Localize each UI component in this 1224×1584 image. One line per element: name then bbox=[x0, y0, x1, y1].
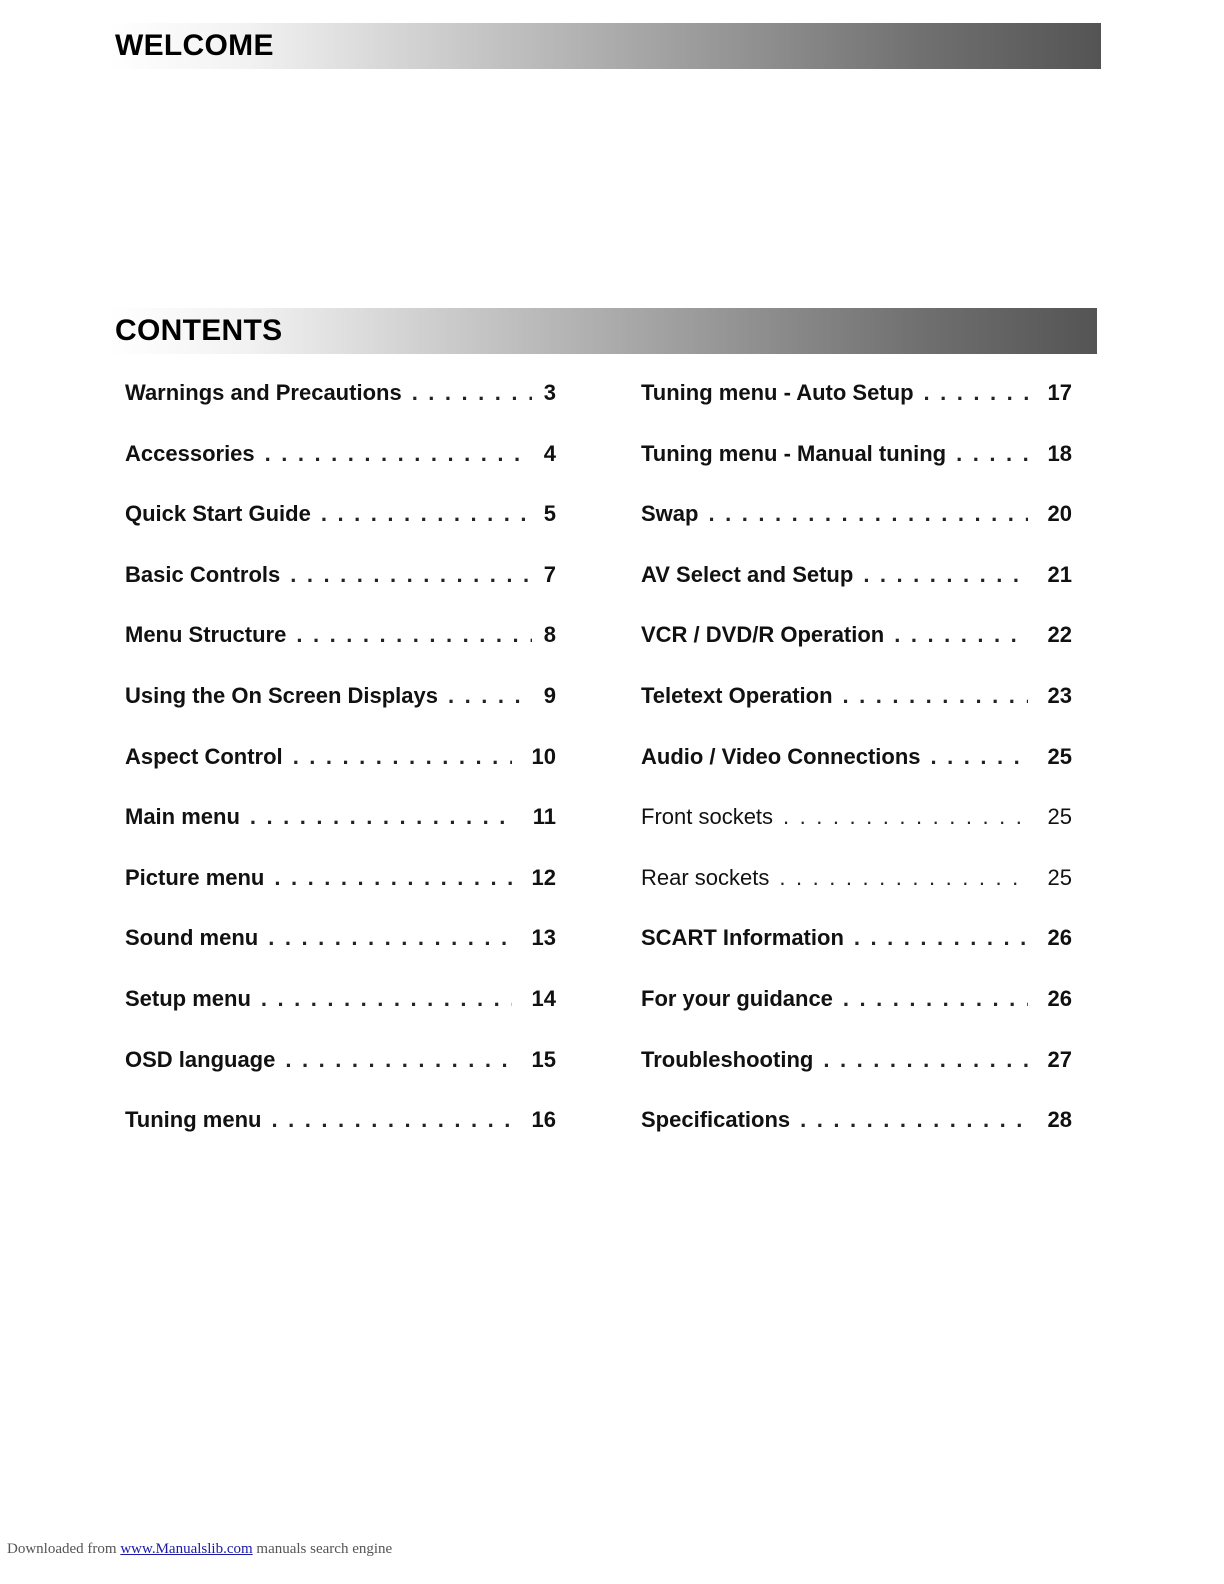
dot-leader bbox=[843, 683, 1028, 709]
toc-entry-page: 26 bbox=[1047, 985, 1072, 1011]
toc-entry[interactable] bbox=[125, 562, 556, 623]
toc-entry-title: Quick Start Guide bbox=[125, 501, 311, 527]
toc-entry[interactable] bbox=[125, 1107, 556, 1168]
download-footer bbox=[7, 1541, 392, 1558]
toc-entry-page: 3 bbox=[543, 380, 556, 405]
dot-leader bbox=[448, 683, 532, 709]
toc-entry-title: Front sockets bbox=[641, 804, 774, 830]
toc-entry[interactable] bbox=[125, 1047, 556, 1108]
toc-entry-page: 22 bbox=[1047, 622, 1072, 648]
toc-entry-page: 23 bbox=[1047, 682, 1072, 708]
toc-entry[interactable] bbox=[641, 501, 1072, 562]
toc-entry-title: Using the On Screen Displays bbox=[125, 682, 438, 708]
toc-entry-title: Aspect Control bbox=[125, 743, 283, 769]
dot-leader bbox=[412, 380, 532, 406]
dot-leader bbox=[271, 1107, 512, 1133]
toc-entry[interactable] bbox=[641, 683, 1072, 744]
toc-entry-title: OSD language bbox=[125, 1046, 276, 1072]
dot-leader bbox=[779, 865, 1028, 891]
welcome-title: WELCOME bbox=[115, 29, 274, 62]
toc-entry-title: AV Select and Setup bbox=[641, 561, 854, 587]
toc-entry-title: Picture menu bbox=[125, 864, 265, 890]
dot-leader bbox=[293, 744, 512, 770]
toc-entry-title: Menu Structure bbox=[125, 622, 287, 648]
toc-entry[interactable] bbox=[125, 804, 556, 865]
toc-entry-title: Rear sockets bbox=[641, 864, 770, 890]
toc-entry[interactable] bbox=[125, 622, 556, 683]
welcome-header bbox=[108, 23, 1101, 69]
toc-entry[interactable] bbox=[125, 441, 556, 502]
toc-entry-title: Specifications bbox=[641, 1107, 791, 1133]
toc-entry-page: 4 bbox=[543, 440, 556, 466]
contents-title: CONTENTS bbox=[115, 314, 283, 347]
toc-entry-page: 20 bbox=[1047, 501, 1072, 527]
toc-entry-title: Swap bbox=[641, 501, 699, 527]
toc-entry[interactable] bbox=[125, 865, 556, 926]
toc-entry-title: Audio / Video Connections bbox=[641, 743, 921, 769]
toc-entry[interactable] bbox=[125, 925, 556, 986]
dot-leader bbox=[863, 562, 1028, 588]
toc-entry-page: 11 bbox=[532, 804, 556, 830]
dot-leader bbox=[931, 744, 1029, 770]
toc-entry[interactable] bbox=[641, 380, 1072, 441]
toc-left-column bbox=[125, 380, 556, 1168]
toc-entry-page: 17 bbox=[1047, 380, 1072, 405]
toc-entry[interactable] bbox=[125, 683, 556, 744]
toc-entry-title: For your guidance bbox=[641, 985, 833, 1011]
toc-entry-title: Troubleshooting bbox=[641, 1046, 814, 1072]
toc-entry-title: Tuning menu - Auto Setup bbox=[641, 380, 914, 405]
toc-entry-page: 27 bbox=[1047, 1046, 1072, 1072]
toc-entry-page: 5 bbox=[543, 501, 556, 527]
toc-entry-title: Setup menu bbox=[125, 985, 251, 1011]
dot-leader bbox=[285, 1047, 512, 1073]
toc-entry-title: Tuning menu bbox=[125, 1107, 262, 1133]
toc-entry[interactable] bbox=[641, 744, 1072, 805]
toc-entry[interactable] bbox=[641, 925, 1072, 986]
dot-leader bbox=[296, 622, 532, 648]
contents-header bbox=[108, 308, 1097, 354]
toc-entry[interactable] bbox=[641, 1107, 1072, 1168]
toc-right-column bbox=[641, 380, 1072, 1168]
toc-entry-page: 14 bbox=[531, 985, 556, 1011]
dot-leader bbox=[250, 804, 512, 830]
toc-entry-page: 25 bbox=[1047, 864, 1072, 890]
toc-entry-title: SCART Information bbox=[641, 925, 844, 951]
toc-entry-page: 25 bbox=[1047, 804, 1072, 830]
toc-entry-title: Teletext Operation bbox=[641, 682, 833, 708]
toc-entry-title: Sound menu bbox=[125, 925, 259, 951]
toc-entry-page: 26 bbox=[1047, 925, 1072, 951]
toc-entry-title: Main menu bbox=[125, 804, 240, 830]
toc-entry[interactable] bbox=[641, 1047, 1072, 1108]
toc-entry[interactable] bbox=[125, 986, 556, 1047]
dot-leader bbox=[894, 622, 1028, 648]
dot-leader bbox=[261, 986, 512, 1012]
footer-prefix: Downloaded from bbox=[7, 1541, 117, 1557]
dot-leader bbox=[800, 1107, 1028, 1133]
dot-leader bbox=[708, 501, 1028, 527]
toc-entry[interactable] bbox=[641, 441, 1072, 502]
toc-entry-page: 12 bbox=[531, 864, 556, 890]
dot-leader bbox=[274, 865, 512, 891]
dot-leader bbox=[924, 380, 1028, 406]
toc-entry-page: 13 bbox=[531, 925, 556, 951]
toc-entry-page: 10 bbox=[531, 743, 556, 769]
toc-entry[interactable] bbox=[641, 562, 1072, 623]
dot-leader bbox=[843, 986, 1028, 1012]
toc-entry-page: 15 bbox=[531, 1046, 556, 1072]
dot-leader bbox=[265, 441, 532, 467]
toc-entry-page: 7 bbox=[543, 561, 556, 587]
toc-entry[interactable] bbox=[125, 501, 556, 562]
toc-entry-title: Accessories bbox=[125, 440, 255, 466]
toc-entry-page: 16 bbox=[531, 1107, 556, 1133]
dot-leader bbox=[854, 925, 1028, 951]
dot-leader bbox=[268, 925, 512, 951]
dot-leader bbox=[290, 562, 532, 588]
dot-leader bbox=[956, 441, 1028, 467]
toc-entry-page: 18 bbox=[1047, 440, 1072, 466]
toc-entry[interactable] bbox=[125, 380, 556, 441]
toc-entry[interactable] bbox=[125, 744, 556, 805]
dot-leader bbox=[823, 1047, 1028, 1073]
dot-leader bbox=[783, 804, 1028, 830]
toc-entry-page: 21 bbox=[1047, 561, 1072, 587]
dot-leader bbox=[321, 501, 532, 527]
footer-suffix: manuals search engine bbox=[256, 1541, 393, 1557]
toc-entry[interactable] bbox=[641, 622, 1072, 683]
toc-entry-page: 28 bbox=[1047, 1107, 1072, 1133]
toc-subentry[interactable] bbox=[641, 804, 1072, 865]
toc-entry-title: Warnings and Precautions bbox=[125, 380, 402, 405]
toc-entry-page: 8 bbox=[543, 622, 556, 648]
toc-entry-page: 9 bbox=[543, 682, 556, 708]
toc-subentry[interactable] bbox=[641, 865, 1072, 926]
toc-entry[interactable] bbox=[641, 986, 1072, 1047]
toc-entry-title: Tuning menu - Manual tuning bbox=[641, 440, 947, 466]
toc-entry-title: Basic Controls bbox=[125, 561, 281, 587]
toc-entry-page: 25 bbox=[1047, 743, 1072, 769]
toc-entry-title: VCR / DVD/R Operation bbox=[641, 622, 885, 648]
manualslib-link[interactable]: www.Manualslib.com bbox=[120, 1541, 253, 1557]
